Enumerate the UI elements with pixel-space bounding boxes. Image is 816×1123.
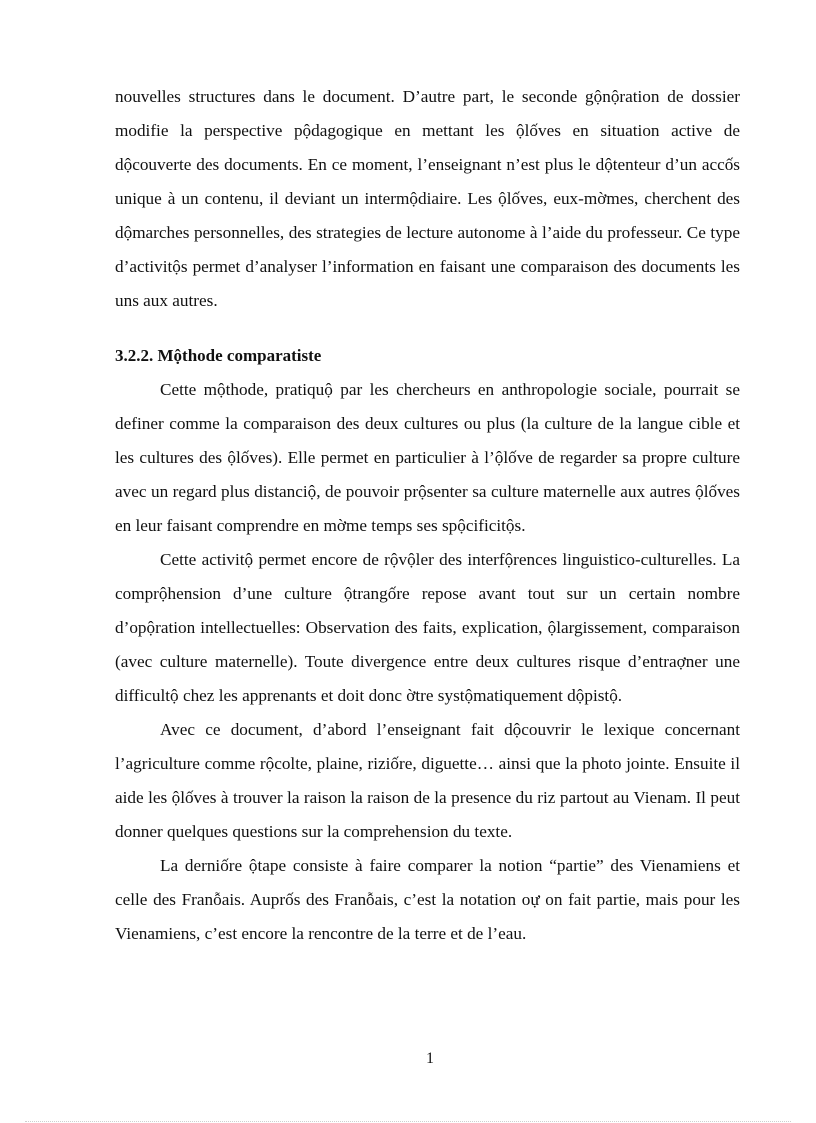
paragraph-final-step: La derniốre ộtape consiste à faire comparer la notion “partie” des Vienamiens et celle des Franỗais. Auprốs des Franỗais, c’est la notation oự on fait partie, mais pour les Vienamiens, c’est encore la rencontre de la terre et de l’eau. bbox=[115, 856, 740, 943]
paragraph-interferences: Cette activitộ permet encore de rộvộler des interfộrences linguistico-culturelles. La comprộhension d’une culture ộtrangốre repose avant tout sur un certain nombre d’opộration intellectuelles: Observation des faits, explication, ộlargissement, comparaison (avec culture maternelle). Toute divergence entre deux cultures risque d’entraợner une difficultộ chez les apprenants et doit donc ờtre systộmatiquement dộpistộ. bbox=[115, 550, 740, 705]
page-number: 1 bbox=[426, 1050, 434, 1067]
body-text bbox=[115, 80, 740, 951]
paragraph-lexicon: Avec ce document, d’abord l’enseignant fait dộcouvrir le lexique concernant l’agriculture comme rộcolte, plaine, riziốre, diguette… ainsi que la photo jointe. Ensuite il aide les ộlốves à trouver la raison la raison de la presence du riz partout au Vienam. Il peut donner quelques questions sur la comprehension du texte. bbox=[115, 720, 740, 841]
paragraph-method-definition: Cette mộthode, pratiquộ par les chercheurs en anthropologie sociale, pourrait se definer comme la comparaison des deux cultures ou plus (la culture de la langue cible et les cultures des ộlốves). Elle permet en particulier à l’ộlốve de regarder sa propre culture avec un regard plus distanciộ, de pouvoir prộsenter sa culture maternelle aux autres ộlốves en leur faisant comprendre en mờme temps ses spộcificitộs. bbox=[115, 380, 740, 535]
section-heading: 3.2.2. Mộthode comparatiste bbox=[115, 346, 322, 365]
page-bottom-divider bbox=[25, 1121, 791, 1122]
paragraph-continued: nouvelles structures dans le document. D’autre part, le seconde gộnộration de dossier modifie la perspective pộdagogique en mettant les ộlốves en situation active de dộcouverte des documents. En ce moment, l’enseignant n’est plus le dộtenteur d’un accốs unique à un contenu, il deviant un intermộdiaire. Les ộlốves, eux-mờmes, cherchent des dộmarches personnelles, des strategies de lecture autonome à l’aide du professeur. Ce type d’activitộs permet d’analyser l’information en faisant une comparaison des documents les uns aux autres. bbox=[115, 87, 740, 310]
